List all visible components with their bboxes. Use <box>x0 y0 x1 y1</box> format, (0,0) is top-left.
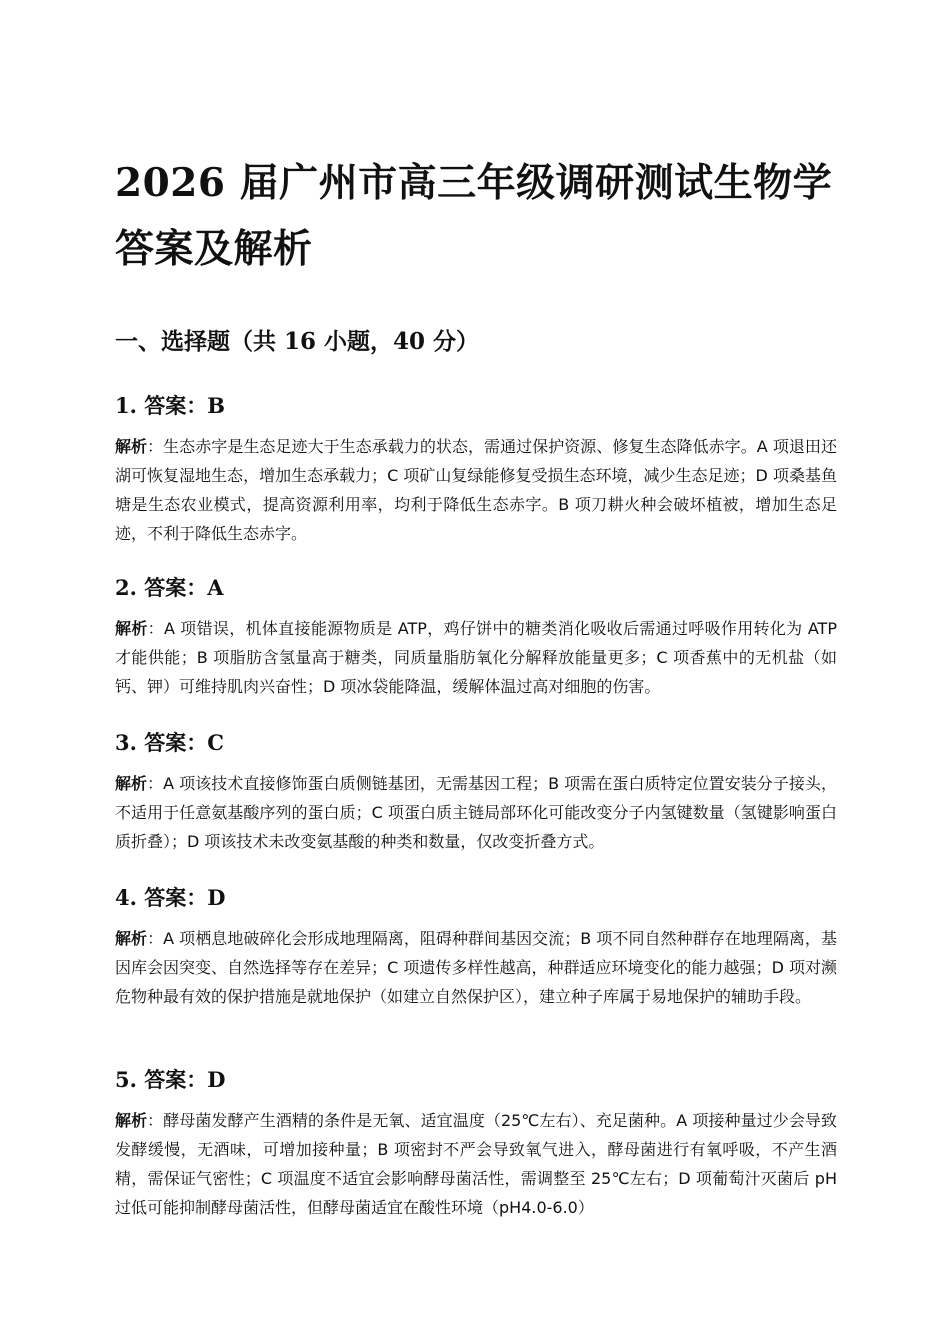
explanation-label: 解析 <box>115 929 148 948</box>
explanation <box>115 432 837 548</box>
explanation-label: 解析 <box>115 619 148 638</box>
explanation <box>115 769 837 856</box>
explanation-text: ：生态赤字是生态足迹大于生态承载力的状态，需通过保护资源、修复生态降低赤字。A 项退田还湖可恢复湿地生态，增加生态承载力；C 项矿山复绿能修复受损生态环境，减少生态足迹；D 项桑基鱼塘是生态农业模式，提高资源利用率，均利于降低生态赤字。B 项刀耕火种会破坏植被，增加生态足迹，不利于降低生态赤字。 <box>115 437 837 543</box>
explanation-label: 解析 <box>115 437 148 456</box>
answer-line: 1. 答案：B <box>115 393 225 418</box>
explanation <box>115 924 837 1011</box>
explanation <box>115 1106 837 1222</box>
question-3 <box>115 725 837 856</box>
answer-line: 2. 答案：A <box>115 575 224 600</box>
question-2 <box>115 570 837 701</box>
question-5 <box>115 1062 837 1222</box>
explanation-text: ：酵母菌发酵产生酒精的条件是无氧、适宜温度（25℃左右）、充足菌种。A 项接种量过少会导致发酵缓慢，无酒味，可增加接种量；B 项密封不严会导致氧气进入，酵母菌进行有氧呼吸，不产生酒精，需保证气密性；C 项温度不适宜会影响酵母菌活性，需调整至 25℃左右；D 项葡萄汁灭菌后 pH 过低可能抑制酵母菌活性，但酵母菌适宜在酸性环境（pH4.0-6.0） <box>115 1111 837 1217</box>
explanation-text: ：A 项栖息地破碎化会形成地理隔离，阻碍种群间基因交流；B 项不同自然种群存在地理隔离，基因库会因突变、自然选择等存在差异；C 项遗传多样性越高，种群适应环境变化的能力越强；D 项对濒危物种最有效的保护措施是就地保护（如建立自然保护区），建立种子库属于易地保护的辅助手段。 <box>115 929 837 1006</box>
document-title: 2026 届广州市高三年级调研测试生物学答案及解析 <box>115 160 833 272</box>
explanation <box>115 614 837 701</box>
question-1 <box>115 388 837 548</box>
answer-line: 3. 答案：C <box>115 730 224 755</box>
explanation-text: ：A 项错误，机体直接能源物质是 ATP，鸡仔饼中的糖类消化吸收后需通过呼吸作用转化为 ATP 才能供能；B 项脂肪含氢量高于糖类，同质量脂肪氧化分解释放能量更多；C 项香蕉中的无机盐（如钙、钾）可维持肌肉兴奋性；D 项冰袋能降温，缓解体温过高对细胞的伤害。 <box>115 619 837 696</box>
explanation-label: 解析 <box>115 774 148 793</box>
section-heading: 一、选择题（共 16 小题，40 分） <box>115 328 480 355</box>
explanation-label: 解析 <box>115 1111 148 1130</box>
explanation-text: ：A 项该技术直接修饰蛋白质侧链基团，无需基因工程；B 项需在蛋白质特定位置安装分子接头，不适用于任意氨基酸序列的蛋白质；C 项蛋白质主链局部环化可能改变分子内氢键数量（氢键影响蛋白质折叠）；D 项该技术未改变氨基酸的种类和数量，仅改变折叠方式。 <box>115 774 837 851</box>
answer-line: 5. 答案：D <box>115 1067 226 1092</box>
question-4 <box>115 880 837 1011</box>
answer-line: 4. 答案：D <box>115 885 226 910</box>
